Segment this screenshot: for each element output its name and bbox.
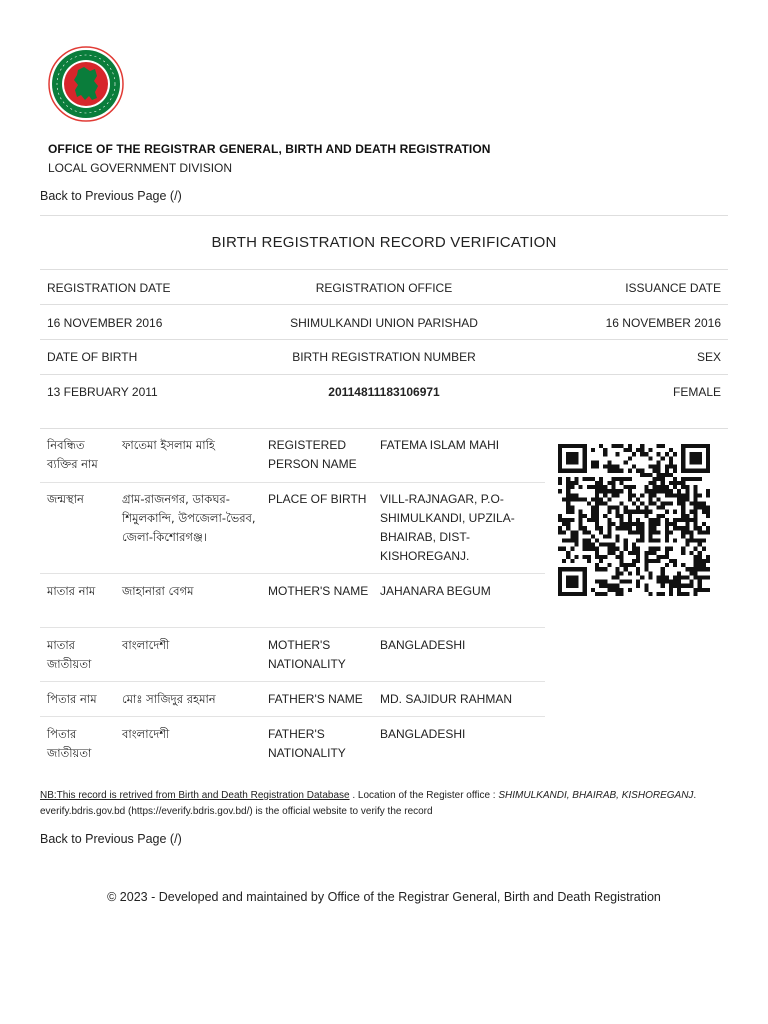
- issuance-date-header: ISSUANCE DATE: [625, 280, 721, 295]
- birth-registration-number-value: 20114811183106971: [328, 384, 440, 399]
- en-value: MD. SAJIDUR RAHMAN: [380, 692, 513, 706]
- divider: [40, 716, 545, 717]
- bn-value: মোঃ সাজিদুর রহমান: [122, 692, 216, 706]
- bn-label: জন্মস্থান: [47, 492, 84, 506]
- bn-label: পিতার জাতীয়তা: [47, 727, 92, 760]
- registration-date-header: REGISTRATION DATE: [47, 280, 171, 295]
- date-of-birth-header: DATE OF BIRTH: [47, 349, 138, 364]
- bn-label: মাতার নাম: [47, 584, 96, 598]
- issuance-date-value: 16 NOVEMBER 2016: [605, 315, 721, 330]
- en-label: MOTHER'S NAME: [268, 584, 369, 598]
- bn-value: জাহানারা বেগম: [122, 584, 194, 598]
- en-label: FATHER'S NATIONALITY: [268, 727, 346, 760]
- note-suffix: . everify.bdris.gov.bd (https://everify.bdris.gov.bd/) is the official website to verify the record: [40, 790, 697, 817]
- registration-office-header: REGISTRATION OFFICE: [315, 280, 453, 295]
- org-subtitle: LOCAL GOVERNMENT DIVISION: [48, 161, 233, 175]
- back-link-bottom[interactable]: Back to Previous Page (/): [40, 832, 182, 846]
- divider: [40, 428, 728, 429]
- note-location-label: . Location of the Register office :: [349, 790, 499, 801]
- en-value: JAHANARA BEGUM: [380, 584, 491, 598]
- meta-value-row-2: [40, 374, 728, 409]
- registration-office-value: SHIMULKANDI UNION PARISHAD: [290, 315, 478, 330]
- en-label: MOTHER'S NATIONALITY: [268, 638, 346, 671]
- en-label: REGISTERED PERSON NAME: [268, 438, 357, 471]
- sex-value: FEMALE: [672, 384, 721, 399]
- bn-label: নিবন্ধিত ব্যক্তির নাম: [47, 438, 98, 471]
- registration-date-value: 16 NOVEMBER 2016: [47, 315, 163, 330]
- org-title: OFFICE OF THE REGISTRAR GENERAL, BIRTH AND DEATH REGISTRATION: [48, 142, 491, 156]
- back-link-top[interactable]: Back to Previous Page (/): [40, 189, 182, 203]
- en-value: BANGLADESHI: [380, 727, 466, 741]
- meta-value-row-1: [40, 305, 728, 340]
- bn-label: পিতার নাম: [47, 692, 97, 706]
- divider: [40, 681, 545, 682]
- divider: [40, 627, 545, 628]
- bn-value: বাংলাদেশী: [122, 638, 170, 652]
- note-location: SHIMULKANDI, BHAIRAB, KISHOREGANJ: [498, 790, 694, 801]
- bn-value: বাংলাদেশী: [122, 727, 170, 741]
- en-value: FATEMA ISLAM MAHI: [380, 438, 500, 452]
- bn-label: মাতার জাতীয়তা: [47, 638, 92, 671]
- date-of-birth-value: 13 FEBRUARY 2011: [47, 384, 158, 399]
- en-value: BANGLADESHI: [380, 638, 466, 652]
- note-prefix: NB:This record is retrived from Birth and Death Registration Database: [40, 790, 350, 801]
- divider: [40, 482, 545, 483]
- en-label: FATHER'S NAME: [268, 692, 363, 706]
- government-seal-icon: [47, 45, 125, 123]
- meta-header-row-1: [40, 270, 728, 305]
- divider: [40, 215, 728, 216]
- birth-registration-number-header: BIRTH REGISTRATION NUMBER: [292, 349, 476, 364]
- en-label: PLACE OF BIRTH: [268, 492, 367, 506]
- bn-value: ফাতেমা ইসলাম মাহি: [122, 438, 215, 452]
- page-title: BIRTH REGISTRATION RECORD VERIFICATION: [211, 234, 557, 251]
- qr-code-icon: [558, 444, 710, 596]
- verification-note: [40, 788, 728, 820]
- meta-header-row-2: [40, 339, 728, 374]
- sex-header: SEX: [696, 349, 721, 364]
- bn-value: গ্রাম-রাজনগর, ডাকঘর-শিমুলকান্দি, উপজেলা-ভৈরব, জেলা-কিশোরগঞ্জ।: [122, 492, 256, 544]
- footer-copyright: © 2023 - Developed and maintained by Office of the Registrar General, Birth and Death Registration: [107, 890, 661, 904]
- divider: [40, 573, 545, 574]
- en-value: VILL-RAJNAGAR, P.O-SHIMULKANDI, UPZILA-BHAIRAB, DIST-KISHOREGANJ.: [380, 492, 515, 563]
